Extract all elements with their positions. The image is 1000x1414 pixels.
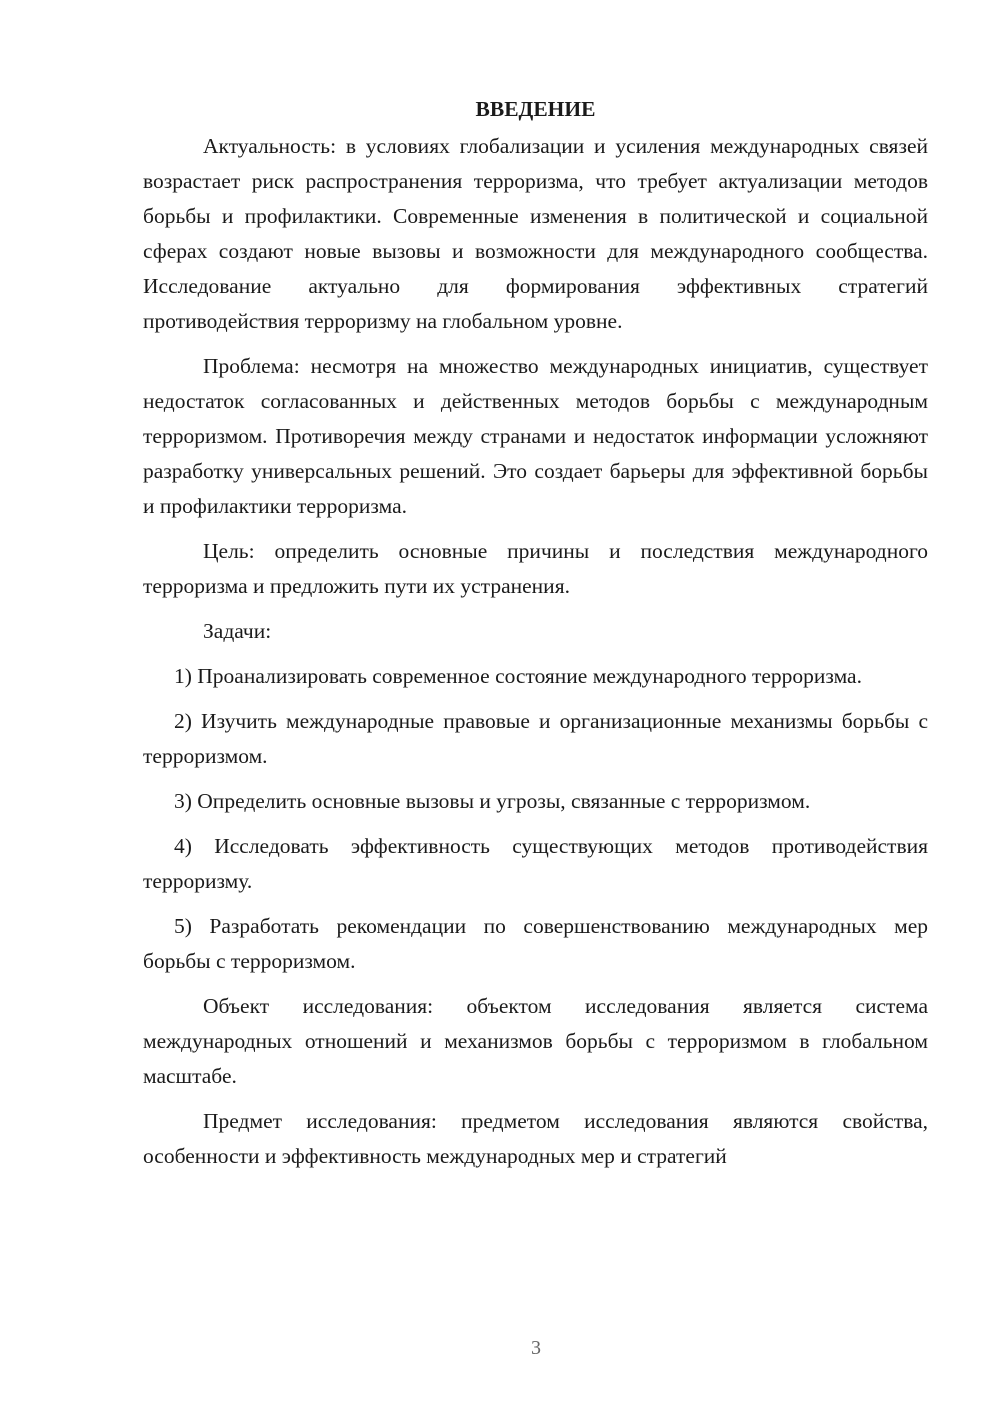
page-content xyxy=(143,92,928,1174)
task-item-1: 1) Проанализировать современное состояние международного терроризма. xyxy=(174,664,862,688)
paragraph-problem: Проблема: несмотря на множество международных инициатив, существует недостаток согласованных и действенных методов борьбы с международным терроризмом. Противоречия между странами и недостаток информации усложняют разработку универсальных решений. Это создает барьеры для эффективной борьбы и профилактики терроризма. xyxy=(143,354,928,518)
paragraph-relevance: Актуальность: в условиях глобализации и усиления международных связей возрастает риск распространения терроризма, что требует актуализации методов борьбы и профилактики. Современные изменения в политической и социальной сферах создают новые вызовы и возможности для международного сообщества. Исследование актуально для формирования эффективных стратегий противодействия терроризму на глобальном уровне. xyxy=(143,134,928,333)
tasks-label: Задачи: xyxy=(203,619,272,643)
task-item-3: 3) Определить основные вызовы и угрозы, связанные с терроризмом. xyxy=(174,789,811,813)
paragraph-object: Объект исследования: объектом исследования является система международных отношений и механизмов борьбы с терроризмом в глобальном масштабе. xyxy=(143,994,928,1088)
task-item-4: 4) Исследовать эффективность существующих методов противодействия терроризму. xyxy=(143,834,928,893)
page-number: 3 xyxy=(531,1337,541,1359)
paragraph-goal: Цель: определить основные причины и последствия международного терроризма и предложить пути их устранения. xyxy=(143,539,928,598)
task-item-2: 2) Изучить международные правовые и организационные механизмы борьбы с терроризмом. xyxy=(143,709,928,768)
task-item-5: 5) Разработать рекомендации по совершенствованию международных мер борьбы с терроризмом. xyxy=(143,914,928,973)
paragraph-subject: Предмет исследования: предметом исследования являются свойства, особенности и эффективность международных мер и стратегий xyxy=(143,1109,928,1168)
section-title: ВВЕДЕНИЕ xyxy=(475,97,596,121)
